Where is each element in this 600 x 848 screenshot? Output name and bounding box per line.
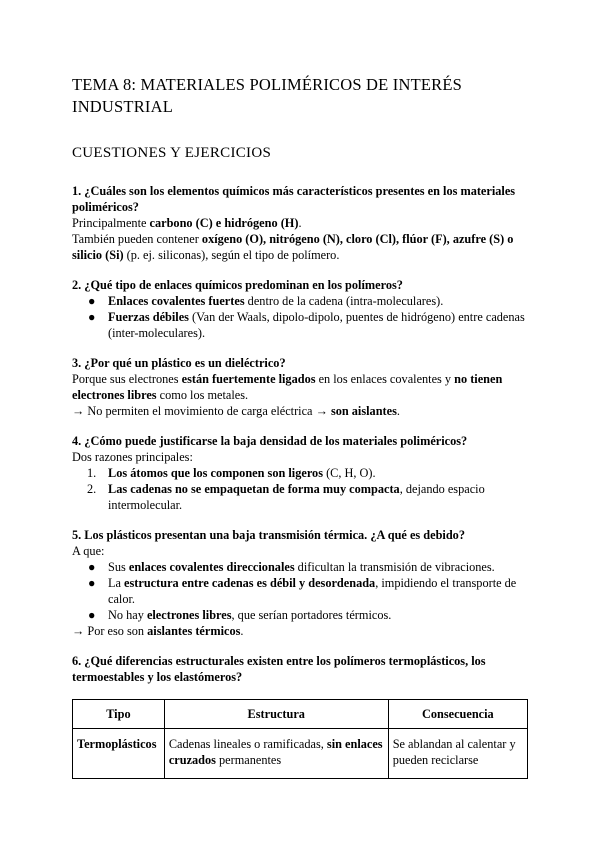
section-subtitle: CUESTIONES Y EJERCICIOS bbox=[72, 145, 272, 161]
bullet-icon: ● bbox=[88, 576, 96, 590]
bold-text: aislantes térmicos bbox=[147, 624, 241, 638]
question-2-title: 2. ¿Qué tipo de enlaces químicos predominan en los polímeros? bbox=[72, 278, 403, 292]
table-header-row bbox=[73, 700, 528, 729]
text: (Van der Waals, dipolo-dipolo, puentes de hidrógeno) entre cadenas (inter-moleculares). bbox=[108, 310, 525, 340]
list-item bbox=[72, 481, 528, 513]
text: . bbox=[240, 624, 244, 638]
column-header-tipo: Tipo bbox=[73, 700, 165, 729]
question-5 bbox=[72, 527, 528, 639]
bold-text: estructura entre cadenas es débil y desordenada bbox=[124, 576, 376, 590]
list-item bbox=[72, 559, 528, 575]
text: dificultan la transmisión de vibraciones. bbox=[294, 560, 495, 574]
bold-text: Enlaces covalentes fuertes bbox=[108, 294, 245, 308]
column-header-estructura: Estructura bbox=[164, 700, 388, 729]
question-1 bbox=[72, 183, 528, 263]
text: Porque sus electrones bbox=[72, 372, 182, 386]
cell-tipo: Termoplásticos bbox=[73, 729, 165, 779]
text: como los metales. bbox=[156, 388, 249, 402]
question-3 bbox=[72, 355, 528, 419]
text: (C, H, O). bbox=[323, 466, 376, 480]
text: Principalmente bbox=[72, 216, 150, 230]
question-5-conclusion bbox=[72, 623, 528, 639]
bold-text: oxígeno (O), nitrógeno (N), cloro (Cl), flúor (F), azufre (S) o silicio (Si) bbox=[72, 232, 514, 262]
bullet-icon: ● bbox=[88, 608, 96, 622]
question-4-intro: Dos razones principales: bbox=[72, 450, 193, 464]
bold-text: carbono (C) e hidrógeno (H) bbox=[149, 216, 299, 230]
text: en los enlaces covalentes y bbox=[315, 372, 455, 386]
text: permanentes bbox=[215, 753, 282, 767]
bullet-icon: ● bbox=[88, 560, 96, 574]
text: , dejando espacio intermolecular. bbox=[108, 482, 485, 512]
bold-text: Las cadenas no se empaquetan de forma muy compacta bbox=[108, 482, 400, 496]
bullet-icon: ● bbox=[88, 310, 96, 324]
text: . bbox=[298, 216, 302, 230]
bold-text: están fuertemente ligados bbox=[181, 372, 316, 386]
question-6 bbox=[72, 653, 528, 779]
question-6-title: 6. ¿Qué diferencias estructurales existen entre los polímeros termoplásticos, los termoestables y los elastómeros? bbox=[72, 654, 486, 684]
text: dentro de la cadena (intra-moleculares). bbox=[244, 294, 444, 308]
bold-text: no tienen electrones libres bbox=[72, 372, 503, 402]
question-1-answer-line-1 bbox=[72, 215, 528, 231]
text: La bbox=[108, 576, 125, 590]
bold-text: electrones libres bbox=[146, 608, 232, 622]
text: No hay bbox=[108, 608, 147, 622]
bold-text: Los átomos que los componen son ligeros bbox=[108, 466, 323, 480]
bold-text: enlaces covalentes direccionales bbox=[128, 560, 295, 574]
list-item bbox=[72, 465, 528, 481]
comparison-table bbox=[72, 699, 528, 779]
text: → No permiten el movimiento de carga eléctrica → bbox=[72, 404, 331, 418]
cell-consecuencia: Se ablandan al calentar y pueden reciclarse bbox=[388, 729, 527, 779]
column-header-consecuencia: Consecuencia bbox=[388, 700, 527, 729]
question-3-answer-line-1 bbox=[72, 371, 528, 403]
bold-text: sin enlaces cruzados bbox=[168, 737, 383, 767]
question-4 bbox=[72, 433, 528, 513]
question-5-title: 5. Los plásticos presentan una baja transmisión térmica. ¿A qué es debido? bbox=[72, 528, 465, 542]
cell-estructura bbox=[164, 729, 388, 779]
question-2-list bbox=[72, 293, 528, 341]
list-item bbox=[72, 309, 528, 341]
text: → Por eso son bbox=[72, 624, 148, 638]
list-number: 1. bbox=[87, 466, 97, 480]
bold-text: son aislantes bbox=[330, 404, 397, 418]
question-2 bbox=[72, 277, 528, 341]
text: (p. ej. siliconas), según el tipo de polímero. bbox=[123, 248, 340, 262]
text: Cadenas lineales o ramificadas, bbox=[168, 737, 327, 751]
question-4-title: 4. ¿Cómo puede justificarse la baja densidad de los materiales poliméricos? bbox=[72, 434, 468, 448]
list-item bbox=[72, 293, 528, 309]
text: . bbox=[396, 404, 400, 418]
question-3-answer-line-2 bbox=[72, 403, 528, 419]
question-5-list bbox=[72, 559, 528, 623]
list-number: 2. bbox=[87, 482, 97, 496]
text: , que serían portadores térmicos. bbox=[231, 608, 392, 622]
text: Sus bbox=[108, 560, 129, 574]
question-1-answer-line-2 bbox=[72, 231, 528, 263]
document-title: TEMA 8: MATERIALES POLIMÉRICOS DE INTERÉS INDUSTRIAL bbox=[72, 75, 462, 116]
question-1-title: 1. ¿Cuáles son los elementos químicos más característicos presentes en los materiales poliméricos? bbox=[72, 184, 516, 214]
question-4-list bbox=[72, 465, 528, 513]
bullet-icon: ● bbox=[88, 294, 96, 308]
list-item bbox=[72, 575, 528, 607]
bold-text: Fuerzas débiles bbox=[108, 310, 189, 324]
text: También pueden contener bbox=[72, 232, 202, 246]
table-row bbox=[73, 729, 528, 779]
list-item bbox=[72, 607, 528, 623]
text: , impidiendo el transporte de calor. bbox=[108, 576, 517, 606]
question-5-intro: A que: bbox=[72, 544, 105, 558]
question-3-title: 3. ¿Por qué un plástico es un dieléctrico? bbox=[72, 356, 286, 370]
